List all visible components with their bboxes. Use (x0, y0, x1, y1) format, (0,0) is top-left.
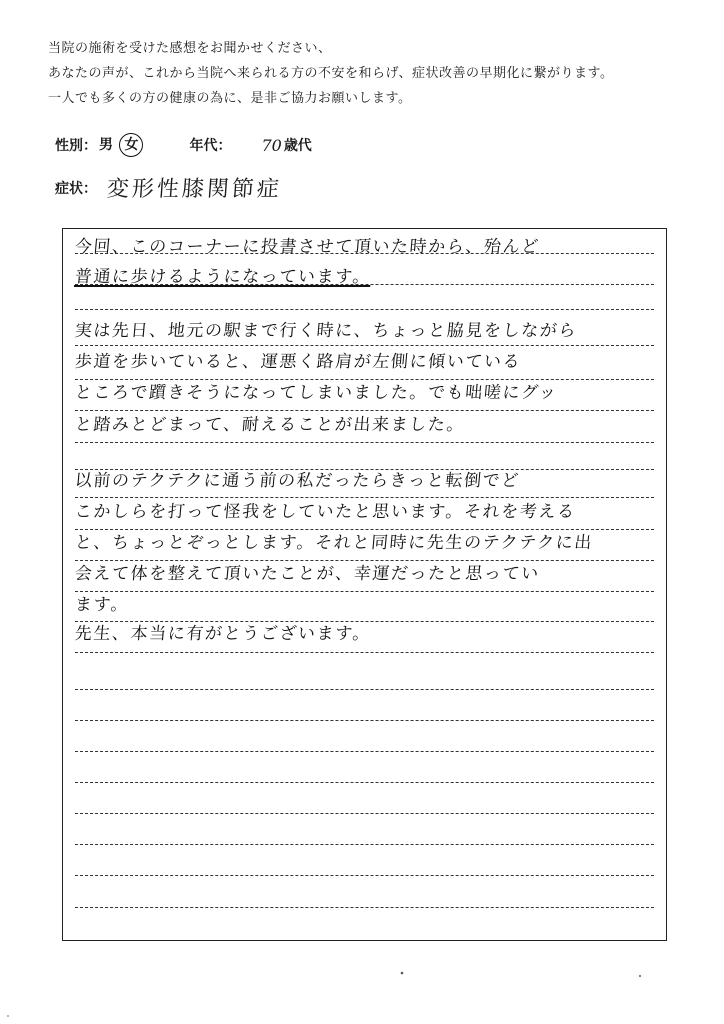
comment-line-10: 会えて体を整えて頂いたことが、幸運だったと思ってい (73, 564, 541, 584)
symptom-label: 症状： (55, 180, 97, 197)
comment-line-2: 普通に歩けるようになっています。 (73, 267, 372, 287)
gender-options (99, 133, 143, 157)
writing-rule (75, 782, 654, 783)
intro-text (48, 36, 613, 111)
writing-rule (75, 309, 654, 310)
comment-line-7: 以前のテクテクに通う前の私だったらきっと転倒でど (73, 471, 521, 491)
writing-rule (75, 689, 654, 690)
symptom-value: 変形性膝関節症 (105, 177, 283, 202)
writing-rule (75, 875, 654, 876)
age-value: 70 (261, 135, 282, 155)
demographics-row (55, 133, 312, 157)
gender-male-option: 男 (99, 137, 113, 153)
comment-line-1: 今回、このコーナーに投書させて頂いた時から、殆んど (73, 237, 541, 257)
comment-line-11: ます。 (73, 595, 131, 615)
intro-line-3: 一人でも多くの方の健康の為に、是非ご協力お願いします。 (48, 91, 412, 106)
comment-line-12: 先生、本当に有がとうございます。 (73, 624, 372, 644)
comment-line-6: と踏みとどまって、耐えることが出来ました。 (73, 415, 466, 435)
writing-rule (75, 720, 654, 721)
writing-rule (75, 813, 654, 814)
age-label: 年代： (189, 138, 232, 154)
gender-label: 性別： (55, 138, 97, 154)
writing-rule (75, 442, 654, 443)
writing-rule (75, 591, 654, 592)
comment-line-5: ところで躓きそうになってしまいました。でも咄嗟にグッ (73, 383, 559, 403)
comment-line-8: こかしらを打って怪我をしていたと思います。それを考える (73, 502, 577, 522)
writing-rule (75, 844, 654, 845)
writing-rule (75, 751, 654, 752)
gender-female-option-circled: 女 (119, 133, 143, 157)
intro-line-2: あなたの声が、これから当院へ来られる方の不安を和らげ、症状改善の早期化に繋がります。 (48, 66, 614, 81)
intro-line-1: 当院の施術を受けた感想をお聞かせください、 (48, 41, 332, 56)
comment-line-4: 歩道を歩いていると、運悪く路肩が左側に傾いている (73, 352, 523, 372)
writing-rule (75, 345, 654, 346)
writing-rule (75, 652, 654, 653)
symptom-row (55, 172, 282, 203)
writing-rule (75, 907, 654, 908)
comment-line-3: 実は先日、地元の駅まで行く時に、ちょっと脇見をしながら (73, 321, 578, 341)
age-suffix: 歳代 (283, 138, 312, 154)
comment-line-9: と、ちょっとぞっとします。それと同時に先生のテクテクに出 (73, 533, 594, 553)
